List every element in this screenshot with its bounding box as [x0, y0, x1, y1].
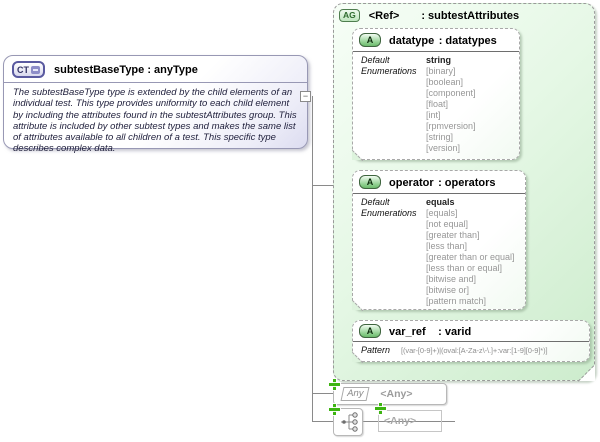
- attribute-box-datatype: [352, 28, 520, 160]
- any-element-label: <Any>: [380, 388, 413, 400]
- complex-type-header: [4, 56, 307, 82]
- attribute-group-title: : subtestAttributes: [421, 9, 520, 22]
- complex-type-box: [3, 55, 308, 155]
- attribute-group-icon: AG: [339, 9, 360, 22]
- attribute-header: [353, 321, 589, 341]
- complex-type-icon: [12, 61, 45, 78]
- enum-item: [int]: [426, 110, 441, 120]
- attribute-header: [353, 171, 525, 193]
- enum-item: [greater than]: [426, 230, 480, 240]
- attribute-box-operator: [352, 170, 526, 310]
- default-value: string: [426, 55, 452, 65]
- attribute-box-var-ref: [352, 320, 590, 362]
- enumerations-label: Enumerations: [361, 66, 417, 76]
- attribute-type: : datatypes: [438, 35, 497, 47]
- enum-item: [pattern match]: [426, 296, 487, 306]
- default-value: equals: [426, 197, 455, 207]
- pattern-value: [(var-[0-9]+)|(oval:[A-Za-z\-\.]+:var:[1-9][0-9]*)]: [401, 346, 548, 355]
- enum-item: [bitwise or]: [426, 285, 470, 295]
- complex-type-description: The subtestBaseType type is extended by the child elements of an individual test. This type provides uniformity to each child element by including the attributes found in the subtestAttributes group. This attribute is included by other subtest types and makes the same list of attributes available to all children of a test. This specific type describes complex data.: [13, 87, 297, 155]
- enumerations-label: Enumerations: [361, 208, 417, 218]
- enumeration-list: [426, 208, 523, 307]
- enum-item: [less than or equal]: [426, 263, 503, 273]
- any-element-label: <Any>: [384, 415, 417, 427]
- attribute-name: operator: [389, 177, 434, 189]
- any-element-box: [378, 410, 442, 432]
- complex-type-dash-icon: [31, 66, 40, 74]
- expand-icon[interactable]: [328, 403, 341, 416]
- enum-item: [not equal]: [426, 219, 469, 229]
- default-label: Default: [361, 55, 390, 65]
- sequence-compositor-icon: [340, 410, 362, 434]
- expand-icon[interactable]: [374, 402, 387, 415]
- any-tag-icon: Any: [341, 387, 370, 401]
- any-element-box: [333, 383, 447, 405]
- enum-item: [rpmversion]: [426, 121, 476, 131]
- connector-branch-any1: [312, 393, 334, 394]
- attribute-facets: [353, 342, 589, 356]
- attribute-facets: [353, 52, 519, 154]
- attribute-icon: A: [359, 175, 381, 189]
- attribute-name: var_ref: [389, 326, 426, 338]
- complex-type-title: subtestBaseType : anyType: [54, 63, 198, 76]
- enum-item: [equals]: [426, 208, 458, 218]
- connector-trunk: [312, 96, 313, 421]
- enum-item: [version]: [426, 143, 461, 153]
- enum-item: [bitwise and]: [426, 274, 477, 284]
- enum-item: [component]: [426, 88, 476, 98]
- collapse-handle[interactable]: −: [300, 91, 311, 102]
- attribute-icon: A: [359, 324, 381, 338]
- attribute-type: : operators: [438, 177, 496, 189]
- enum-item: [boolean]: [426, 77, 464, 87]
- default-label: Default: [361, 197, 390, 207]
- attribute-icon: A: [359, 33, 381, 47]
- attribute-type: : varid: [438, 326, 472, 338]
- attribute-group-header: [339, 9, 519, 22]
- attribute-name: datatype: [389, 35, 435, 47]
- connector-branch-any2: [312, 421, 334, 422]
- complex-type-icon-label: CT: [17, 64, 29, 75]
- enumeration-list: [426, 66, 517, 154]
- enum-item: [less than]: [426, 241, 468, 251]
- enum-item: [float]: [426, 99, 449, 109]
- enum-item: [greater than or equal]: [426, 252, 515, 262]
- enum-item: [string]: [426, 132, 454, 142]
- pattern-label: Pattern: [361, 345, 391, 355]
- attribute-group-ref: <Ref>: [368, 9, 400, 22]
- enum-item: [binary]: [426, 66, 456, 76]
- expand-icon[interactable]: [328, 378, 341, 391]
- attribute-facets: [353, 194, 525, 307]
- attribute-header: [353, 29, 519, 51]
